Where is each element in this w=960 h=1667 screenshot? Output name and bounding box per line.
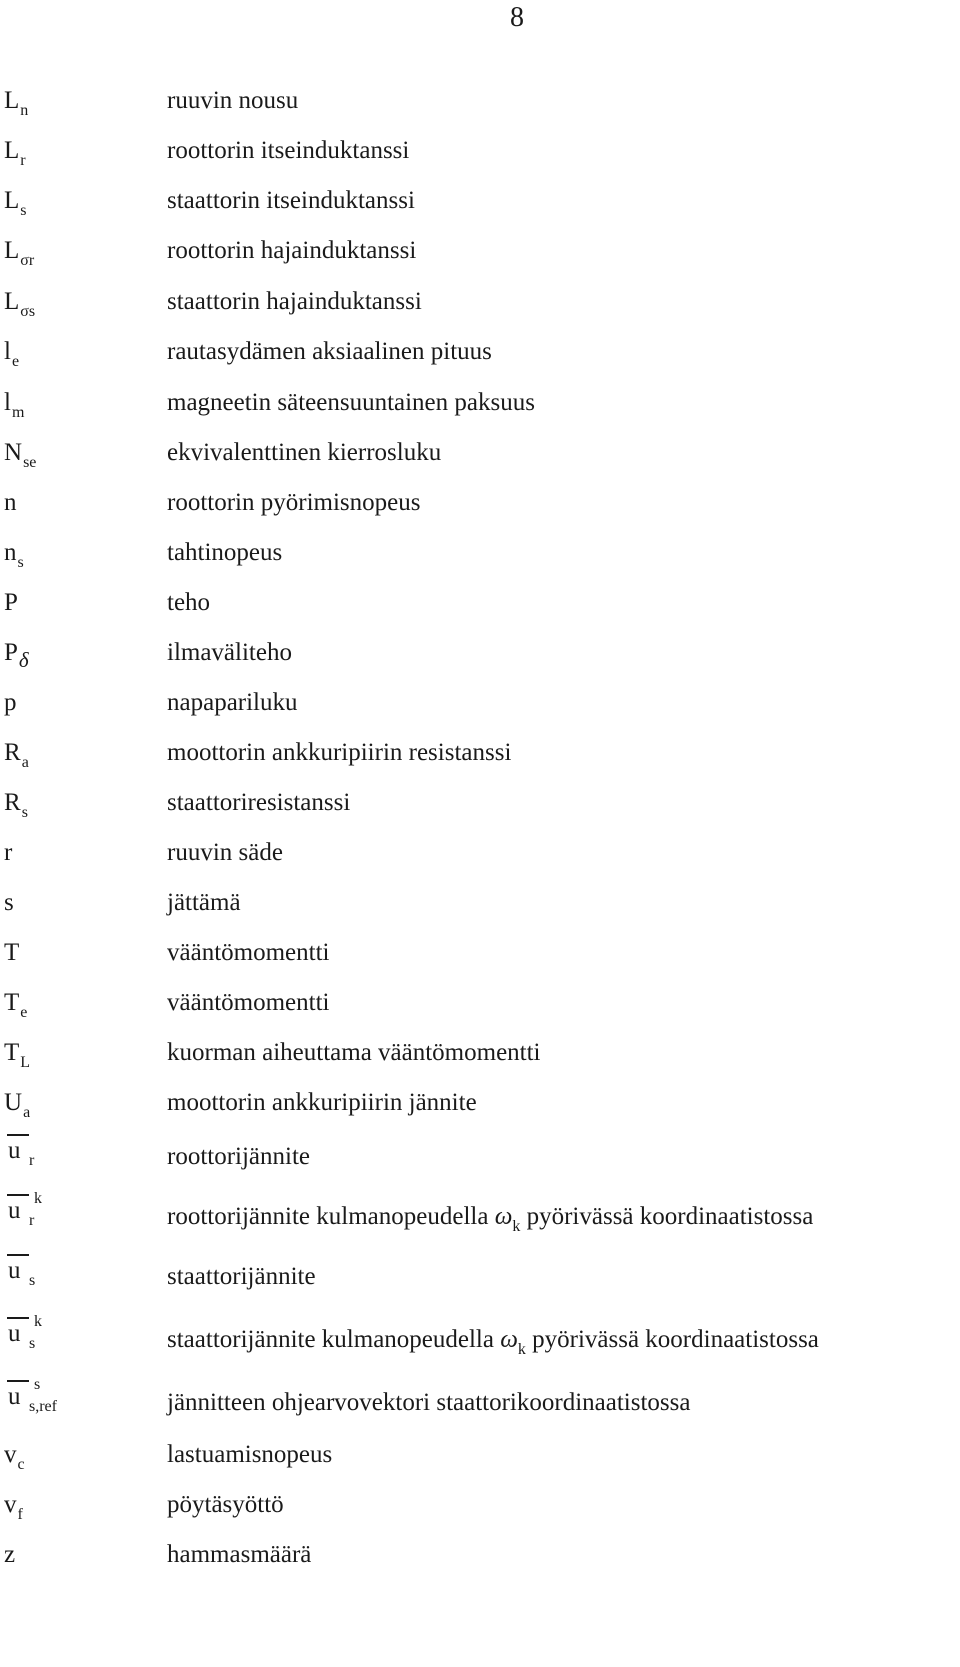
symbol-row xyxy=(0,1440,960,1480)
vector-symbol: u s s,ref xyxy=(8,1376,57,1415)
symbol-row xyxy=(0,838,960,878)
symbol-row xyxy=(0,738,960,778)
description: vääntömomentti xyxy=(167,989,330,1016)
symbol-row xyxy=(0,888,960,928)
description: ilmaväliteho xyxy=(167,639,292,666)
vector-row xyxy=(0,1250,960,1302)
vector-symbol: u k r xyxy=(8,1190,42,1229)
symbol: $N_{se}$ xyxy=(4,439,37,471)
symbol: p xyxy=(4,689,17,716)
symbol-row xyxy=(0,538,960,578)
symbol: $U_a$ xyxy=(4,1089,31,1121)
description: pöytäsyöttö xyxy=(167,1491,284,1518)
symbol: $l_e$ xyxy=(4,338,20,370)
symbol: s xyxy=(4,889,14,916)
symbol: $R_a$ xyxy=(4,739,29,771)
symbol-row xyxy=(0,688,960,728)
page-number: 8 xyxy=(510,2,524,33)
vector-row xyxy=(0,1130,960,1182)
symbol: z xyxy=(4,1541,16,1568)
symbol: $L_s$ xyxy=(4,187,27,219)
symbol-row xyxy=(0,988,960,1028)
description: moottorin ankkuripiirin resistanssi xyxy=(167,739,512,766)
symbol-row xyxy=(0,1490,960,1530)
symbol: r xyxy=(4,839,13,866)
description: kuorman aiheuttama vääntömomentti xyxy=(167,1039,541,1066)
symbol-row xyxy=(0,287,960,327)
description: ruuvin säde xyxy=(167,839,283,866)
symbol: $v_c$ xyxy=(4,1441,25,1473)
symbol: $l_m$ xyxy=(4,389,25,421)
symbol-row xyxy=(0,1038,960,1078)
symbol: $T_e$ xyxy=(4,989,28,1021)
symbol-row xyxy=(0,488,960,528)
symbol: P xyxy=(4,589,18,616)
description: tahtinopeus xyxy=(167,539,283,566)
description: staattorijännite kulmanopeudella $\omega_k$ pyörivässä koordinaatistossa xyxy=(167,1326,819,1358)
description: staattorin hajainduktanssi xyxy=(167,288,422,315)
symbol: T xyxy=(4,939,20,966)
vector-row xyxy=(0,1313,960,1365)
description: roottorijännite kulmanopeudella $\omega_k$ pyörivässä koordinaatistossa xyxy=(167,1203,814,1235)
symbol: $n_s$ xyxy=(4,539,24,571)
symbol-row xyxy=(0,638,960,678)
symbol-row xyxy=(0,388,960,428)
description: roottorin itseinduktanssi xyxy=(167,137,410,164)
description: napapariluku xyxy=(167,689,298,716)
symbol: $L_n$ xyxy=(4,87,29,119)
symbol: $L_r$ xyxy=(4,137,26,169)
symbol-row xyxy=(0,1540,960,1580)
description: moottorin ankkuripiirin jännite xyxy=(167,1089,477,1116)
vector-row xyxy=(0,1190,960,1242)
symbol-row xyxy=(0,236,960,276)
symbol-row xyxy=(0,938,960,978)
description: staattoriresistanssi xyxy=(167,789,351,816)
symbol-row xyxy=(0,86,960,126)
symbol: $T_L$ xyxy=(4,1039,31,1071)
description: staattorin itseinduktanssi xyxy=(167,187,415,214)
vector-symbol: u r xyxy=(4,1130,114,1182)
symbol-row xyxy=(0,186,960,226)
symbol-row xyxy=(0,588,960,628)
description: roottorin hajainduktanssi xyxy=(167,237,417,264)
vector-symbol: u s xyxy=(4,1250,114,1302)
symbol-row xyxy=(0,136,960,176)
symbol-row xyxy=(0,1088,960,1128)
vector-symbol: u k s xyxy=(8,1313,42,1352)
description: ruuvin nousu xyxy=(167,87,299,114)
symbol: n xyxy=(4,489,17,516)
description: ekvivalenttinen kierrosluku xyxy=(167,439,442,466)
vector-row xyxy=(0,1376,960,1428)
description: staattorijännite xyxy=(167,1263,316,1290)
description: hammasmäärä xyxy=(167,1541,312,1568)
description: jättämä xyxy=(167,889,241,916)
description: lastuamisnopeus xyxy=(167,1441,333,1468)
description: teho xyxy=(167,589,211,616)
symbol: $L_{\sigma r}$ xyxy=(4,237,35,269)
description: rautasydämen aksiaalinen pituus xyxy=(167,338,492,365)
description: jännitteen ohjearvovektori staattorikoordinaatistossa xyxy=(167,1389,691,1416)
symbol: $L_{\sigma s}$ xyxy=(4,288,36,320)
symbol: $v_f$ xyxy=(4,1491,23,1523)
description: vääntömomentti xyxy=(167,939,330,966)
description: magneetin säteensuuntainen paksuus xyxy=(167,389,535,416)
symbol: $R_s$ xyxy=(4,789,28,821)
symbol-row xyxy=(0,337,960,377)
symbol: $P_\delta$ xyxy=(4,639,29,672)
symbol-row xyxy=(0,788,960,828)
description: roottorin pyörimisnopeus xyxy=(167,489,421,516)
symbol-row xyxy=(0,438,960,478)
description: roottorijännite xyxy=(167,1143,311,1170)
